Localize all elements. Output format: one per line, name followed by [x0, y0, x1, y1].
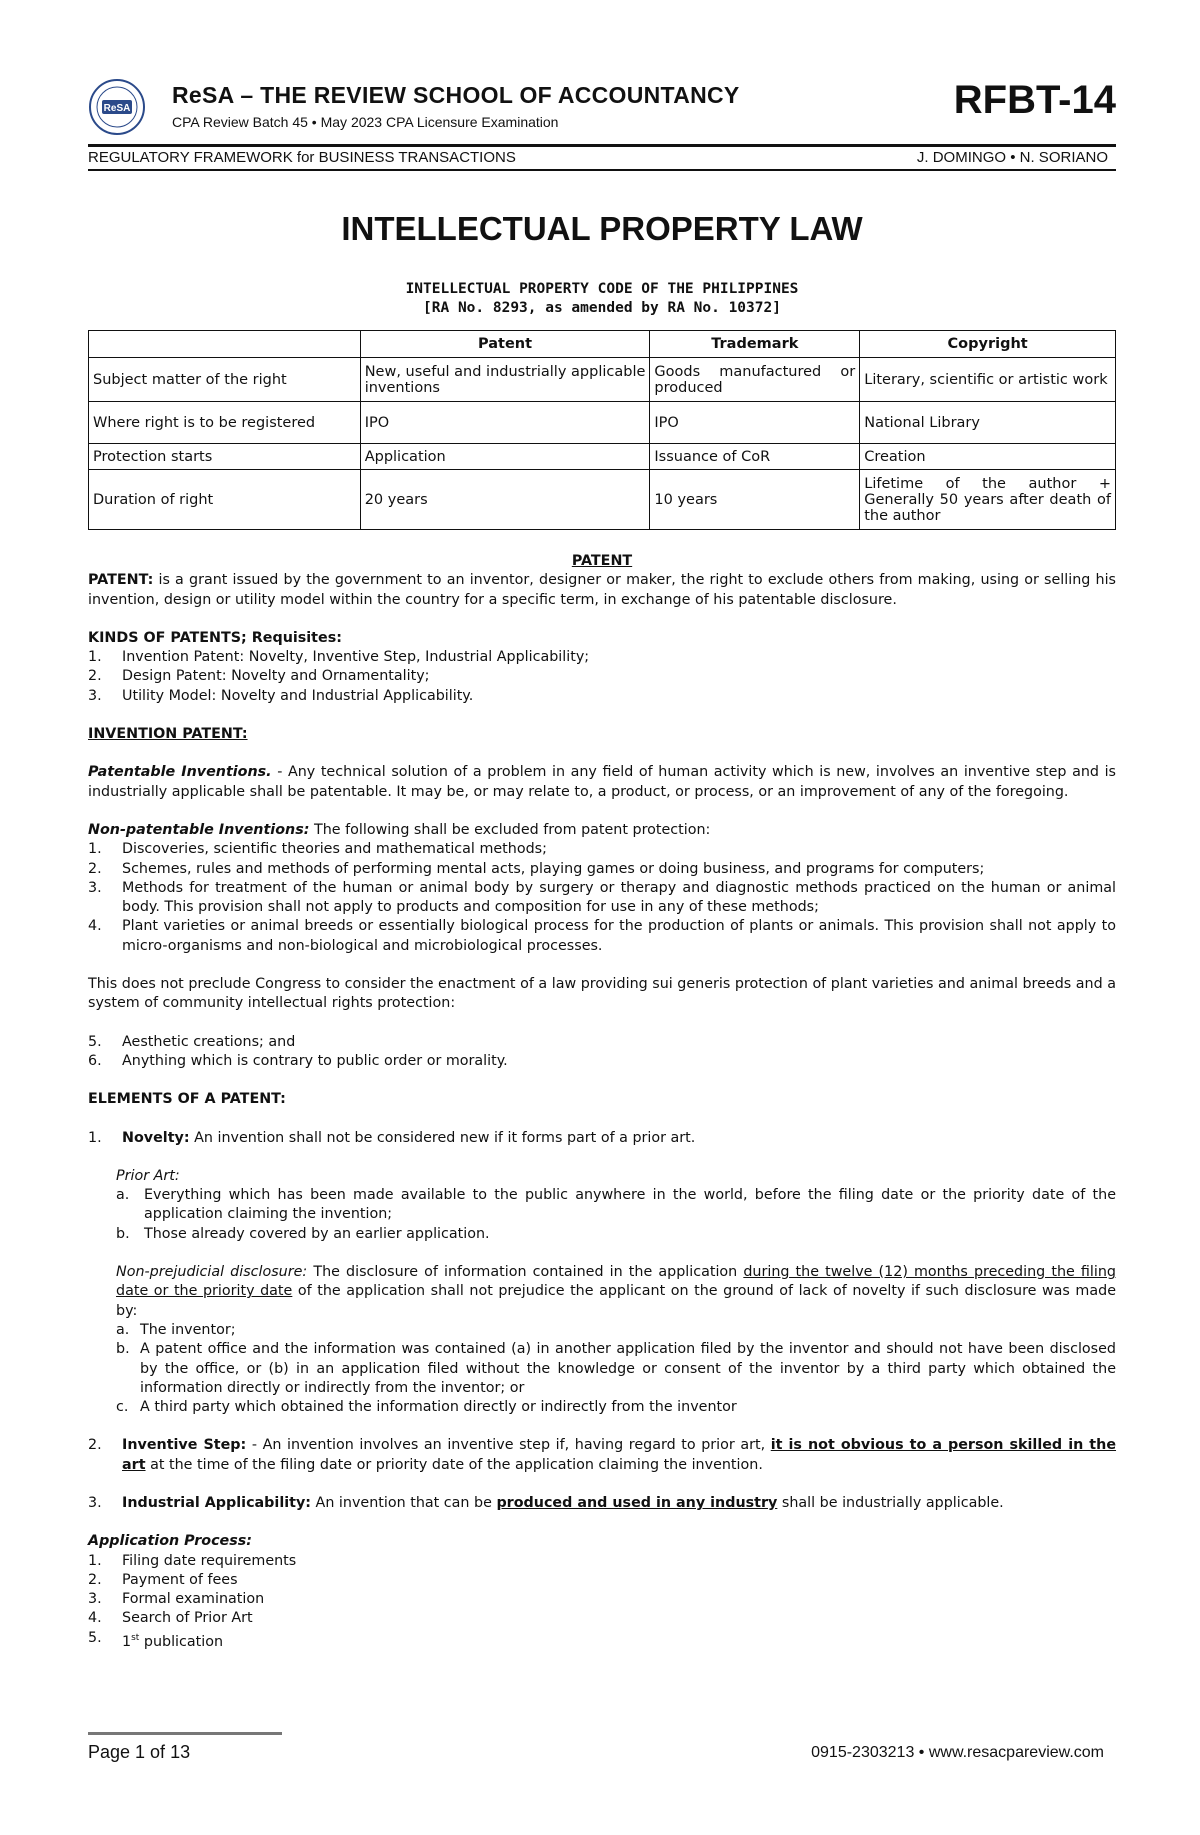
footer-contact: 0915-2303213 • www.resacpareview.com	[811, 1744, 1104, 1761]
table-cell: Lifetime of the author + Generally 50 years after death of the author	[860, 470, 1116, 530]
table-row	[89, 470, 1116, 530]
table-row	[89, 402, 1116, 444]
term-label: PATENT:	[88, 572, 154, 589]
authors: J. DOMINGO • N. SORIANO	[916, 149, 1108, 166]
element-industrial-applicability: 3. Industrial Applicability: An invention that can be produced and used in any industry shall be industrially applicable.	[88, 1494, 1004, 1511]
document-code: RFBT-14	[953, 78, 1116, 122]
elements-heading: ELEMENTS OF A PATENT:	[88, 1091, 286, 1108]
table-cell: 10 years	[650, 470, 860, 530]
list-item: 6. Anything which is contrary to public order or morality.	[88, 1052, 508, 1069]
term-label: Patentable Inventions.	[88, 764, 272, 781]
table-cell: Goods manufactured or produced	[650, 358, 860, 402]
list-item: 1. Filing date requirements	[88, 1552, 297, 1569]
paragraph-text: The following shall be excluded from patent protection:	[309, 821, 711, 838]
table-cell: Subject matter of the right	[89, 358, 361, 402]
list-item: 2. Payment of fees	[88, 1571, 238, 1588]
list-item: 5. Aesthetic creations; and	[88, 1033, 296, 1050]
kinds-list	[88, 648, 1116, 706]
kinds-heading: KINDS OF PATENTS; Requisites:	[88, 629, 342, 646]
table-cell: Creation	[860, 444, 1116, 470]
definition-text: is a grant issued by the government to an inventor, designer or maker, the right to exclude others from making, using or selling his invention, design or utility model within the country for a specific term, in exchange of his patentable disclosure.	[88, 572, 1116, 608]
table-row	[89, 444, 1116, 470]
list-item: b. A patent office and the information was contained (a) in another application filed by the inventor and should not have been disclosed by the office, or (b) in an application filed without the knowledge or consent of the inventor by a third party which obtained the information directly or indirectly from the inventor; or	[116, 1341, 1116, 1396]
list-item: 4. Search of Prior Art	[88, 1610, 253, 1627]
table-header: Trademark	[650, 331, 860, 358]
table-cell: Issuance of CoR	[650, 444, 860, 470]
page-header	[88, 78, 1116, 138]
novelty-details	[88, 1167, 1116, 1418]
subject-name: REGULATORY FRAMEWORK for BUSINESS TRANSACTIONS	[88, 149, 516, 166]
list-item: 2. Design Patent: Novelty and Ornamentality;	[88, 668, 430, 685]
table-cell: Where right is to be registered	[89, 402, 361, 444]
table-cell: Application	[360, 444, 650, 470]
elements-list-continued	[88, 1436, 1116, 1475]
resa-logo	[88, 78, 146, 136]
nonpatentable-paragraph	[88, 821, 1116, 840]
list-item: 4. Plant varieties or animal breeds or essentially biological process for the production of plants or animals. This provision shall not apply to micro-organisms and non-biological and microbiological processes.	[88, 918, 1116, 954]
patent-definition	[88, 571, 1116, 610]
paragraph-text: - Any technical solution of a problem in any field of human activity which is new, involves an inventive step and is industrially applicable shall be patentable. It may be, or may relate to, a product, or process, or an improvement of any of the foregoing.	[88, 764, 1116, 800]
table-header	[89, 331, 361, 358]
congress-paragraph: This does not preclude Congress to consider the enactment of a law providing sui generis protection of plant varieties and animal breeds and a system of community intellectual rights protection:	[88, 976, 1116, 1012]
nonpatentable-list-continued	[88, 1033, 1116, 1072]
table-cell: New, useful and industrially applicable inventions	[360, 358, 650, 402]
footer-divider	[88, 1732, 282, 1735]
code-name: INTELLECTUAL PROPERTY CODE OF THE PHILIPPINES	[405, 281, 799, 297]
table-cell: Literary, scientific or artistic work	[860, 358, 1116, 402]
table-header-row	[89, 331, 1116, 358]
table-cell: Protection starts	[89, 444, 361, 470]
ra-number: [RA No. 8293, as amended by RA No. 10372]	[423, 300, 781, 316]
prior-art-label: Prior Art:	[116, 1167, 180, 1184]
table-cell: IPO	[650, 402, 860, 444]
svg-text:ReSA: ReSA	[103, 103, 131, 114]
list-item: 1. Discoveries, scientific theories and mathematical methods;	[88, 841, 547, 858]
comparison-table	[88, 330, 1116, 530]
table-row	[89, 358, 1116, 402]
list-item: a. Everything which has been made available to the public anywhere in the world, before the filing date or the priority date of the application claiming the invention;	[116, 1187, 1116, 1223]
prior-art-list	[116, 1186, 1116, 1244]
list-item: 5. 1st publication	[88, 1629, 224, 1650]
list-item: 3. Utility Model: Novelty and Industrial Applicability.	[88, 687, 474, 704]
application-process-heading: Application Process:	[88, 1533, 252, 1550]
list-item: a. The inventor;	[116, 1321, 236, 1338]
table-cell: IPO	[360, 402, 650, 444]
table-cell: 20 years	[360, 470, 650, 530]
list-item: 3. Formal examination	[88, 1591, 265, 1608]
table-header: Copyright	[860, 331, 1116, 358]
non-prejudicial-disclosure: Non-prejudicial disclosure: The disclosure of information contained in the application during the twelve (12) months preceding the filing date or the priority date of the application shall not prejudice the applicant on the ground of lack of novelty if such disclosure was made by:	[116, 1264, 1116, 1319]
element-inventive-step: 2. Inventive Step: - An invention involves an inventive step if, having regard to prior art, it is not obvious to a person skilled in the art at the time of the filing date or priority date of the application claiming the invention.	[88, 1437, 1117, 1473]
page-title: INTELLECTUAL PROPERTY LAW	[341, 210, 863, 247]
list-item: b. Those already covered by an earlier application.	[116, 1225, 490, 1242]
term-label: Non-patentable Inventions:	[88, 821, 310, 838]
table-cell: Duration of right	[89, 470, 361, 530]
list-item: c. A third party which obtained the information directly or indirectly from the inventor	[116, 1399, 737, 1416]
law-subtitle	[88, 280, 1116, 318]
list-item: 3. Methods for treatment of the human or animal body by surgery or therapy and diagnostic methods practiced on the human or animal body. This provision shall not apply to products and composition for use in any of these methods;	[88, 879, 1116, 916]
patentable-paragraph	[88, 763, 1116, 802]
element-novelty: 1. Novelty: An invention shall not be considered new if it forms part of a prior art.	[88, 1129, 696, 1146]
elements-list-continued	[88, 1494, 1116, 1513]
disclosure-list	[116, 1321, 1116, 1417]
application-process-list	[88, 1552, 1116, 1652]
subject-bar	[88, 144, 1116, 171]
list-item: 1. Invention Patent: Novelty, Inventive Step, Industrial Applicability;	[88, 649, 590, 666]
batch-info: CPA Review Batch 45 • May 2023 CPA Licensure Examination	[172, 114, 559, 130]
elements-list	[88, 1129, 1116, 1148]
patent-heading: PATENT	[571, 553, 633, 569]
school-name: ReSA – THE REVIEW SCHOOL OF ACCOUNTANCY	[172, 82, 740, 108]
list-item: 2. Schemes, rules and methods of performing mental acts, playing games or doing business, and programs for computers;	[88, 860, 985, 877]
invention-heading: INVENTION PATENT:	[88, 726, 248, 743]
nonpatentable-list	[88, 840, 1116, 956]
page-number: Page 1 of 13	[88, 1742, 191, 1762]
table-header: Patent	[360, 331, 650, 358]
table-cell: National Library	[860, 402, 1116, 444]
document-body	[88, 552, 1116, 1652]
